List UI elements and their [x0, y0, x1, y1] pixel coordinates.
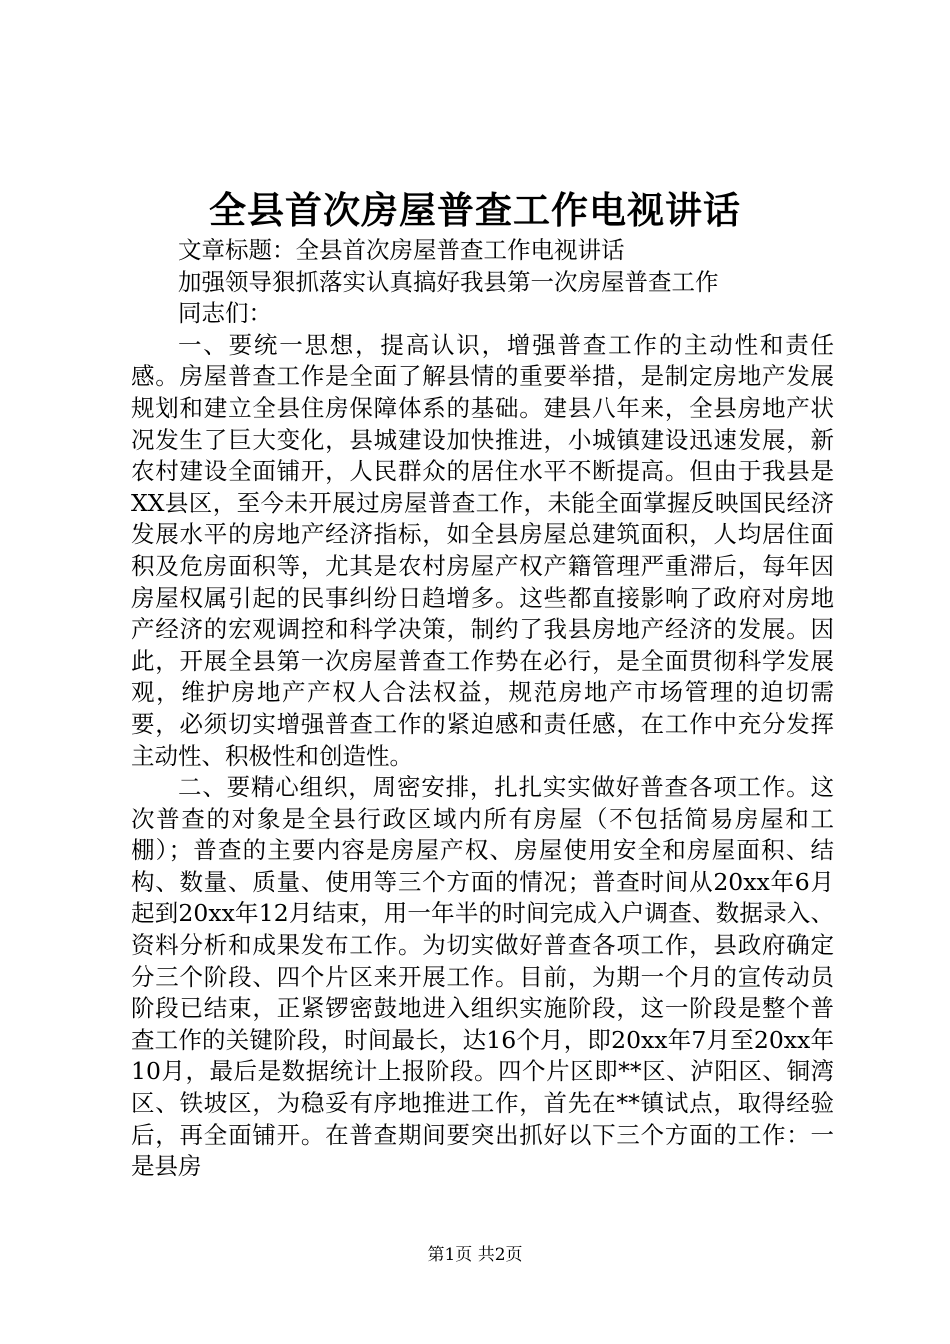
document-body — [131, 235, 834, 1183]
subtitle-line: 加强领导狠抓落实认真搞好我县第一次房屋普查工作 — [178, 267, 719, 296]
article-title-line: 文章标题：全县首次房屋普查工作电视讲话 — [178, 236, 625, 264]
document-title: 全县首次房屋普查工作电视讲话 — [209, 188, 741, 232]
page-number-footer: 第1页 共2页 — [427, 1245, 523, 1265]
salutation: 同志们： — [178, 299, 272, 328]
paragraph-section-one: 一、要统一思想，提高认识，增强普查工作的主动性和责任感。房屋普查工作是全面了解县情的重要举措，是制定房地产发展规划和建立全县住房保障体系的基础。建县八年来，全县房地产状况发生了巨大变化，县城建设加快推进，小城镇建设迅速发展，新农村建设全面铺开，人民群众的居住水平不断提高。但由于我县是XX县区，至今未开展过房屋普查工作，未能全面掌握反映国民经济发展水平的房地产经济指标，如全县房屋总建筑面积，人均居住面积及危房面积等，尤其是农村房屋产权产籍管理严重滞后，每年因房屋权属引起的民事纠纷日趋增多。这些都直接影响了政府对房地产经济的宏观调控和科学决策，制约了我县房地产经济的发展。因此，开展全县第一次房屋普查工作势在必行，是全面贯彻科学发展观，维护房地产产权人合法权益，规范房地产市场管理的迫切需要，必须切实增强普查工作的紧迫感和责任感，在工作中充分发挥主动性、积极性和创造性。 — [131, 330, 834, 770]
paragraph-section-two: 二、要精心组织，周密安排，扎扎实实做好普查各项工作。这次普查的对象是全县行政区域内所有房屋（不包括简易房屋和工棚）；普查的主要内容是房屋产权、房屋使用安全和房屋面积、结构、数量、质量、使用等三个方面的情况；普查时间从20xx年6月起到20xx年12月结束，用一年半的时间完成入户调查、数据录入、资料分析和成果发布工作。为切实做好普查各项工作，县政府确定分三个阶段、四个片区来开展工作。目前，为期一个月的宣传动员阶段已结束，正紧锣密鼓地进入组织实施阶段，这一阶段是整个普查工作的关键阶段，时间最长，达16个月，即20xx年7月至20xx年10月，最后是数据统计上报阶段。四个片区即**区、泸阳区、铜湾区、铁坡区，为稳妥有序地推进工作，首先在**镇试点，取得经验后，再全面铺开。在普查期间要突出抓好以下三个方面的工作：一是县房 — [131, 773, 834, 1181]
